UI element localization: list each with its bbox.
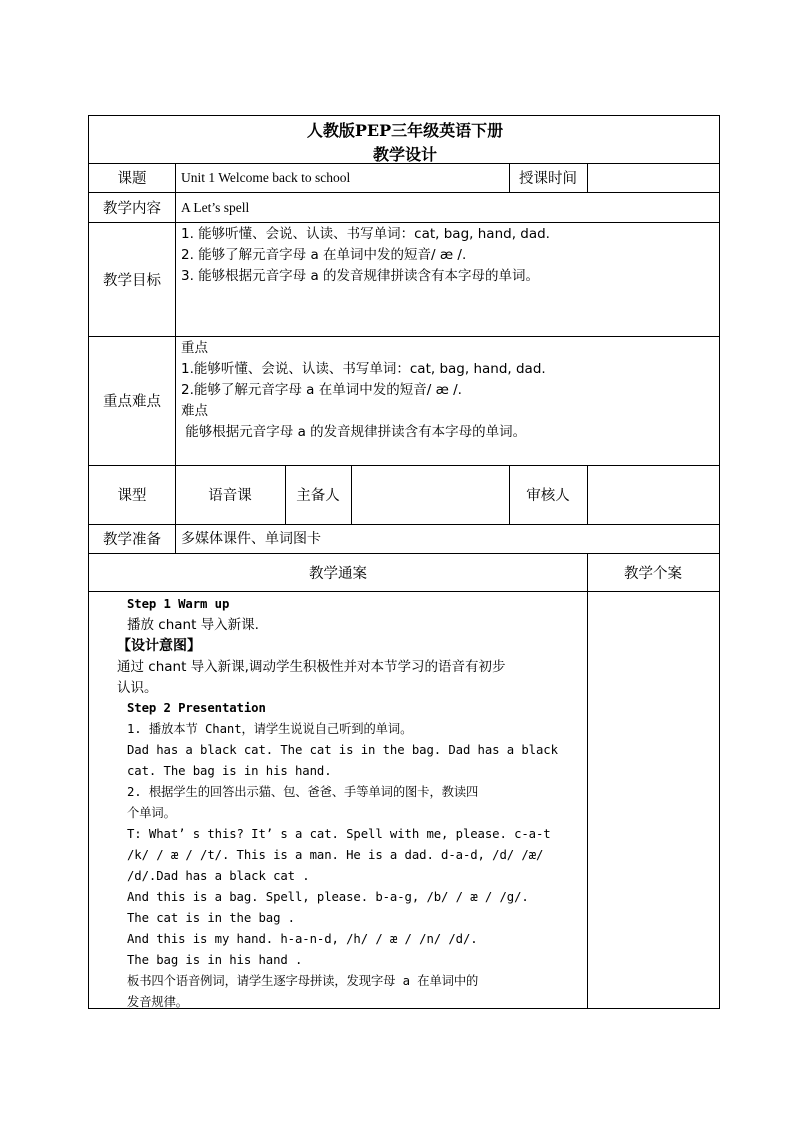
reviewer-value (587, 465, 719, 524)
design-intent-text (117, 657, 505, 699)
objective-item: 1. 能够听懂、会说、认读、书写单词：cat, bag, hand, dad. (181, 226, 550, 242)
step2-line: 个单词。 (127, 806, 176, 820)
difficulty-heading: 难点 (181, 403, 208, 419)
preparation-value: 多媒体课件、单词图卡 (181, 531, 321, 547)
step2-line: The cat is in the bag . (127, 911, 295, 925)
objective-item: 2. 能够了解元音字母 a 在单词中发的短音/ æ /. (181, 247, 467, 263)
row-divider (89, 591, 719, 592)
key-points-label: 重点难点 (103, 394, 161, 410)
topic-value: Unit 1 Welcome back to school (181, 170, 351, 185)
step2-line: And this is my hand. h-a-n-d, /h/ / æ / /n/ /d/. (127, 932, 478, 946)
key-point-item: 1.能够听懂、会说、认读、书写单词：cat, bag, hand, dad. (181, 361, 546, 377)
lesson-plan-table (88, 115, 720, 1009)
objectives-label: 教学目标 (103, 272, 161, 289)
preparer-label: 主备人 (296, 488, 340, 504)
preparer-value (351, 465, 509, 524)
step2-line: /d/.Dad has a black cat . (127, 869, 310, 883)
step2-line: The bag is in his hand . (127, 953, 303, 967)
row-divider (89, 222, 719, 223)
course-type-value: 语音课 (208, 488, 252, 504)
step2-line: /k/ / æ / /t/. This is a man. He is a dad. d-a-d, /d/ /æ/ (127, 848, 544, 862)
step2-line: 1. 播放本节 Chant，请学生说说自己听到的单词。 (127, 722, 413, 736)
lesson-time-label: 授课时间 (519, 171, 577, 187)
step1-title: Step 1 Warm up (127, 597, 230, 611)
step2-line: 板书四个语音例词，请学生逐字母拼读，发现字母 a 在单词中的 (127, 974, 479, 988)
reviewer-label: 审核人 (526, 488, 570, 504)
topic-label: 课题 (117, 171, 147, 187)
row-divider (89, 192, 719, 193)
personal-plan-header: 教学个案 (624, 565, 682, 582)
step2-line: cat. The bag is in his hand. (127, 764, 332, 778)
step2-text (127, 719, 558, 1013)
row-divider (89, 336, 719, 337)
course-type-label: 课型 (117, 488, 147, 504)
step2-line: 发音规律。 (127, 995, 188, 1009)
lesson-time-value (587, 163, 719, 192)
step2-title: Step 2 Presentation (127, 701, 266, 715)
step2-line: T: What’ s this? It’ s a cat. Spell with me, please. c-a-t (127, 827, 551, 841)
key-points-list (181, 338, 546, 443)
step1-text: 播放 chant 导入新课. (127, 617, 259, 633)
content-value: A Let’s spell (181, 200, 250, 215)
step2-line: Dad has a black cat. The cat is in the bag. Dad has a black (127, 743, 558, 757)
design-intent-line: 认识。 (117, 680, 158, 696)
difficulty-item: 能够根据元音字母 a 的发音规律拼读含有本字母的单词。 (181, 424, 527, 440)
design-intent-line: 通过 chant 导入新课,调动学生积极性并对本节学习的语音有初步 (117, 659, 506, 675)
document-title: 人教版PEP三年级英语下册 (306, 121, 504, 140)
document-subtitle: 教学设计 (372, 145, 437, 164)
column-divider (587, 553, 588, 1009)
preparation-label: 教学准备 (103, 532, 161, 548)
row-divider (89, 524, 719, 525)
step2-line: 2. 根据学生的回答出示猫、包、爸爸、手等单词的图卡，教读四 (127, 785, 479, 799)
objective-item: 3. 能够根据元音字母 a 的发音规律拼读含有本字母的单词。 (181, 268, 540, 284)
content-label: 教学内容 (103, 200, 161, 217)
design-intent-label: 【设计意图】 (117, 638, 201, 654)
key-point-item: 2.能够了解元音字母 a 在单词中发的短音/ æ /. (181, 382, 462, 398)
step2-line: And this is a bag. Spell, please. b-a-g, /b/ / æ / /g/. (127, 890, 529, 904)
key-points-heading: 重点 (181, 340, 208, 356)
objectives-list (181, 224, 550, 287)
common-plan-header: 教学通案 (309, 565, 367, 582)
